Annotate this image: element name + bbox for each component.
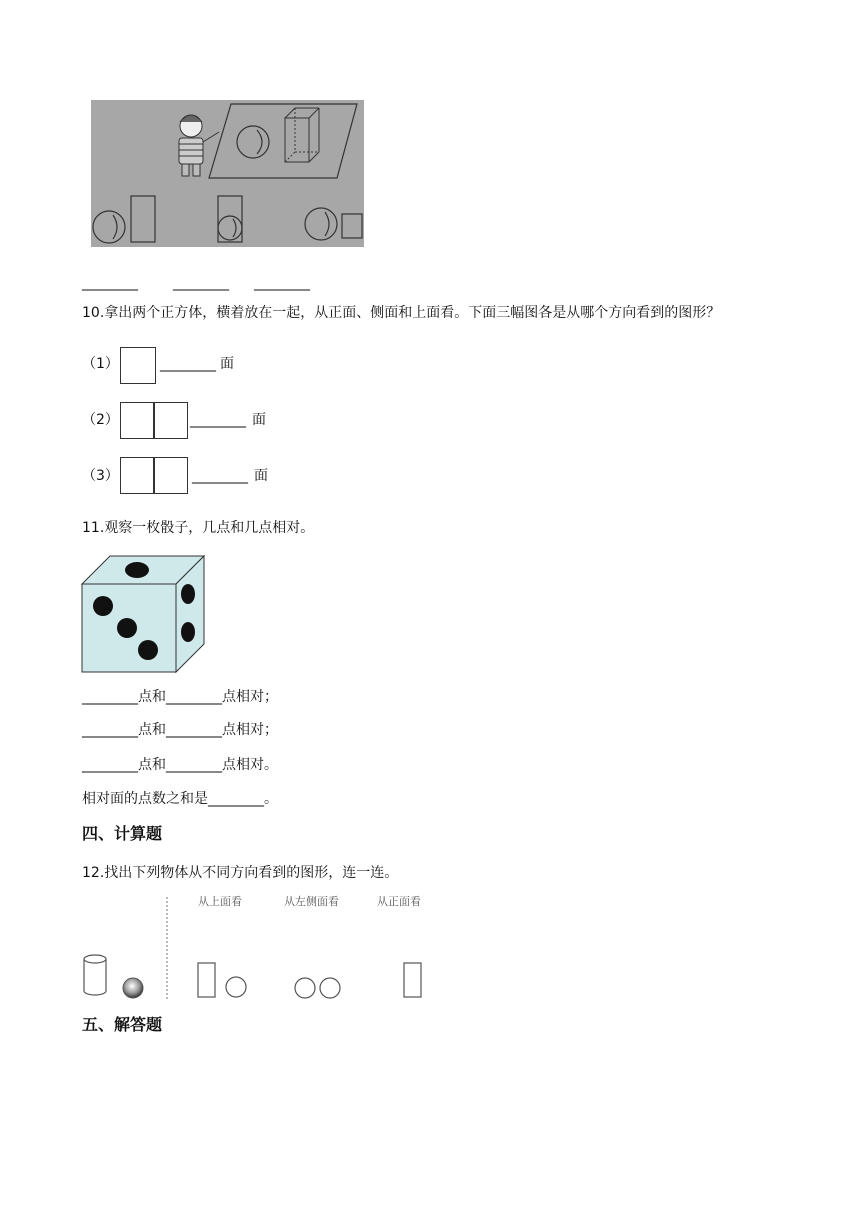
q12-label-top: 从上面看 — [198, 895, 242, 908]
rectangle-shape — [404, 963, 421, 997]
section-5-title: 五、解答题 — [82, 1015, 163, 1034]
q11-sum-text: 相对面的点数之和是 — [82, 791, 208, 807]
q11-line-1 — [82, 688, 278, 706]
q12-label-left: 从左侧面看 — [284, 895, 339, 908]
q10-question: 10.拿出两个正方体，横着放在一起，从正面、侧面和上面看。下面三幅图各是从哪个方向看到的图形？ — [82, 305, 721, 321]
q11-blank[interactable]: ________ — [82, 722, 138, 738]
q11-text: 点和 — [138, 757, 166, 773]
q9-blank-2[interactable]: ________ — [173, 275, 229, 291]
q12-question: 12.找出下列物体从不同方向看到的图形，连一连。 — [82, 865, 399, 881]
q11-blank[interactable]: ________ — [82, 689, 138, 705]
q11-line-3 — [82, 756, 278, 774]
view-group-1 — [93, 196, 155, 243]
q11-blank[interactable]: ________ — [166, 722, 222, 738]
q11-line-2 — [82, 721, 278, 739]
cylinder-icon — [84, 955, 106, 995]
ball-icon — [123, 978, 143, 998]
q10-suffix: 面 — [254, 468, 268, 484]
die-figure — [82, 556, 206, 674]
q9-figure — [91, 100, 364, 247]
q11-question: 11.观察一枚骰子，几点和几点相对。 — [82, 520, 315, 536]
q11-text: 点相对。 — [222, 757, 278, 773]
q11-sum-line — [82, 790, 278, 808]
q10-item-label: （3） — [82, 468, 119, 484]
q11-blank[interactable]: ________ — [166, 689, 222, 705]
circle-shape — [295, 978, 315, 998]
die-icon — [82, 556, 206, 674]
q9-figure-drawing — [91, 100, 364, 247]
q11-text: 点和 — [138, 689, 166, 705]
boy-icon — [179, 115, 219, 176]
q11-text: 点相对； — [222, 722, 278, 738]
view-group-3 — [305, 208, 362, 240]
board-shape — [209, 104, 357, 178]
circle-shape — [226, 977, 246, 997]
q11-blank[interactable]: ________ — [82, 757, 138, 773]
view-group-2 — [218, 196, 242, 242]
q10-item-3 — [82, 456, 382, 496]
rectangle-shape — [198, 963, 215, 997]
q12-figure — [82, 895, 432, 1005]
q9-blank-3[interactable]: ________ — [254, 275, 310, 291]
sphere-icon — [237, 126, 269, 158]
q10-item-label: （1） — [82, 356, 119, 372]
q10-item-label: （2） — [82, 412, 119, 428]
q9-blank-1[interactable]: ________ — [82, 275, 138, 291]
q11-sum-blank[interactable]: ________ — [208, 791, 264, 807]
q11-text: 点相对； — [222, 689, 278, 705]
circle-shape — [320, 978, 340, 998]
q10-item-2 — [82, 401, 382, 441]
double-square-shape — [120, 457, 188, 494]
q10-blank-2[interactable]: ________ — [190, 412, 246, 428]
q10-item-1 — [82, 345, 382, 385]
single-square-shape — [120, 347, 156, 384]
double-square-shape — [120, 402, 188, 439]
q11-blank[interactable]: ________ — [166, 757, 222, 773]
q10-blank-3[interactable]: ________ — [192, 468, 248, 484]
q12-label-front: 从正面看 — [377, 895, 421, 908]
q10-blank-1[interactable]: ________ — [160, 356, 216, 372]
q10-suffix: 面 — [220, 356, 234, 372]
section-4-title: 四、计算题 — [82, 824, 163, 843]
q11-text: 点和 — [138, 722, 166, 738]
q11-sum-end: 。 — [264, 791, 278, 807]
cuboid-icon — [285, 108, 319, 162]
q12-drawing — [82, 895, 432, 1005]
q10-suffix: 面 — [252, 412, 266, 428]
